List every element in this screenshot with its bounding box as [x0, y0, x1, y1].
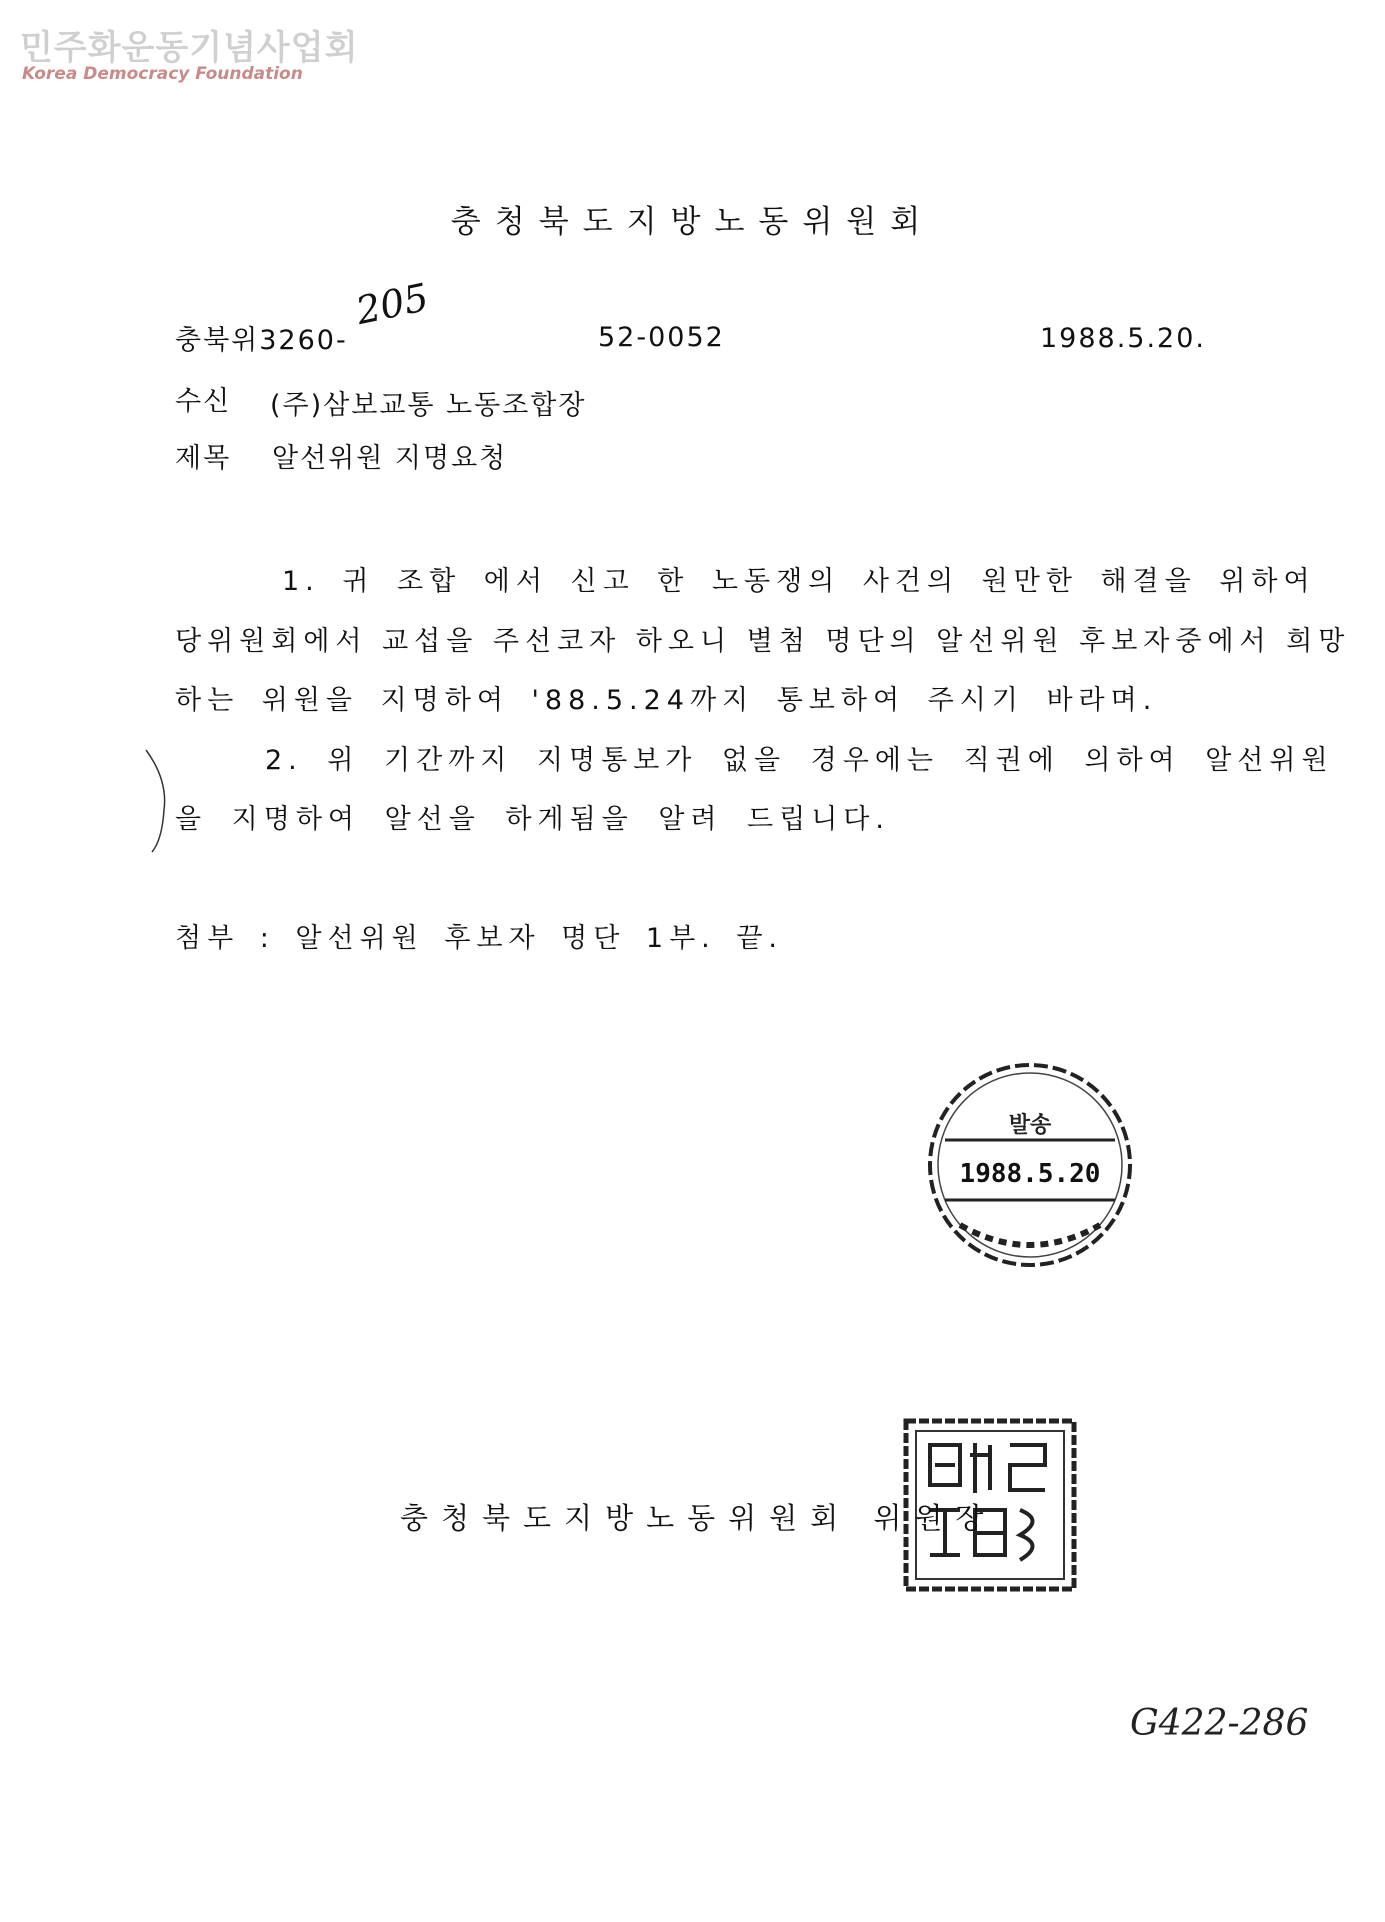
- doc-date: 1988.5.20.: [1040, 323, 1206, 354]
- doc-code: 52-0052: [598, 322, 725, 353]
- subject-label: 제목: [175, 443, 232, 474]
- stamp-label: 발송: [1008, 1113, 1052, 1138]
- body-paragraph-2-line-2: 을 지명하여 알선을 하게됨을 알려 드립니다.: [175, 804, 890, 835]
- document-header-organization: 충청북도지방노동위원회: [450, 204, 935, 240]
- watermark-english: Korea Democracy Foundation: [22, 64, 303, 84]
- watermark-korean: 민주화운동기념사업회: [20, 28, 359, 68]
- doc-number: 충북위3260-: [175, 325, 348, 356]
- handwritten-reference-code: G422-286: [1130, 1703, 1309, 1744]
- signature-line: 충청북도지방노동위원회 위원장: [400, 1501, 997, 1535]
- stamp-date: 1988.5.20: [959, 1159, 1101, 1189]
- handwritten-doc-number: 205: [352, 274, 433, 334]
- body-paragraph-1-line-3: 하는 위원을 지명하여 '88.5.24까지 통보하여 주시기 바라며.: [175, 685, 1158, 716]
- margin-bracket-mark: [140, 740, 180, 860]
- dispatch-stamp: [915, 1050, 1145, 1280]
- subject-value: 알선위원 지명요청: [272, 443, 508, 474]
- body-paragraph-1-line-1: 1. 귀 조합 에서 신고 한 노동쟁의 사건의 원만한 해결을 위하여: [282, 566, 1316, 597]
- body-paragraph-1-line-2: 당위원회에서 교섭을 주선코자 하오니 별첨 명단의 알선위원 후보자중에서 희망: [175, 626, 1351, 657]
- attachment-line: 첨부 : 알선위원 후보자 명단 1부. 끝.: [175, 923, 784, 954]
- recipient-value: (주)삼보교통 노동조합장: [270, 390, 587, 421]
- recipient-label: 수신: [175, 386, 232, 417]
- body-paragraph-2-line-1: 2. 위 기간까지 지명통보가 없을 경우에는 직권에 의하여 알선위원: [265, 745, 1334, 776]
